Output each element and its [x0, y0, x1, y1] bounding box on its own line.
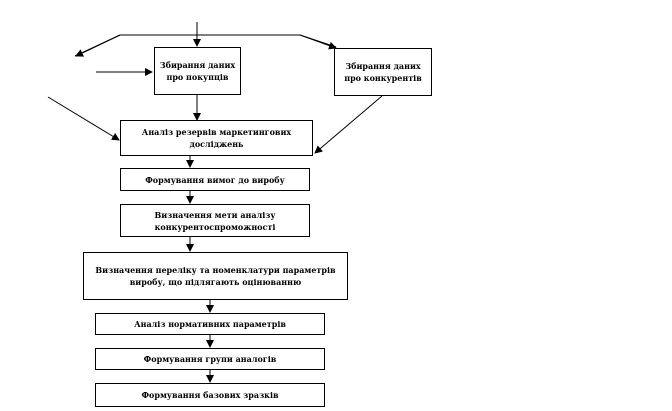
box-analysis-reserves: Аналіз резервів маркетингових досліджень: [120, 120, 313, 156]
box-product-requirements: Формування вимог до виробу: [120, 168, 310, 191]
arrow-competitors-to-analysis: [315, 96, 382, 153]
box-collect-competitors: Збирання даних про конкурентів: [334, 48, 432, 96]
box-collect-consumers: Збирання даних про покупців: [154, 47, 241, 95]
box-normative-analysis: Аналіз нормативних параметрів: [95, 313, 325, 335]
arrow-left-diagonal: [48, 97, 119, 140]
arrow-to-competitors: [300, 35, 336, 48]
box-parameters-list: Визначення переліку та номенклатури параметрів виробу, що підлягають оцінюванню: [83, 252, 348, 300]
arrow-split-left: [76, 35, 120, 56]
box-base-samples: Формування базових зразків: [95, 383, 325, 407]
box-analog-group: Формування групи аналогів: [95, 348, 325, 370]
box-analysis-goal: Визначення мети аналізу конкурентоспроможності: [120, 204, 310, 237]
